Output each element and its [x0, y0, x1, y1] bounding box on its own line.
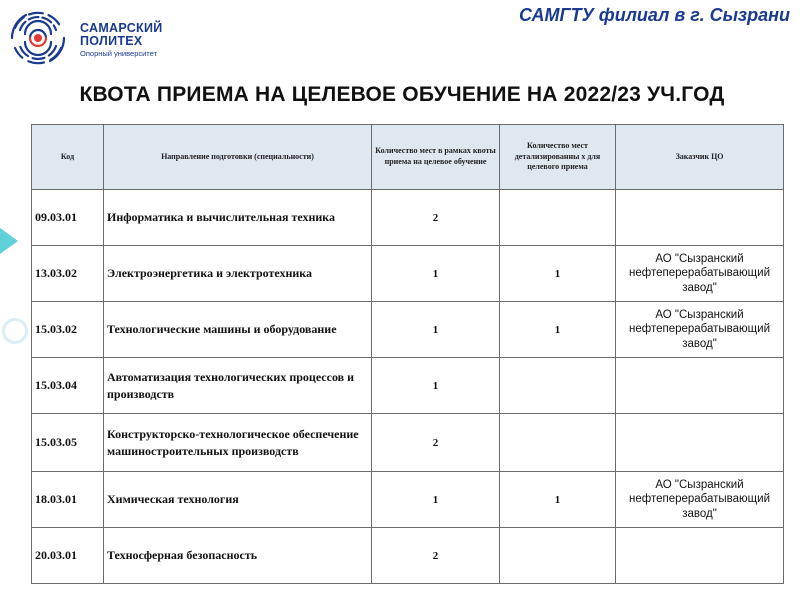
logo-wordmark: [80, 22, 163, 58]
logo-name-line2: ПОЛИТЕХ: [80, 33, 143, 48]
cell-customer: [616, 190, 784, 246]
quota-table: [31, 124, 784, 584]
cell-direction: Химическая технология: [104, 472, 372, 528]
logo-name-line1: САМАРСКИЙ: [80, 21, 163, 35]
cell-customer: АО "Сызранский нефтеперерабатывающий завод": [616, 246, 784, 302]
cell-quota: 1: [372, 472, 500, 528]
cell-direction: Информатика и вычислительная техника: [104, 190, 372, 246]
cell-direction: Электроэнергетика и электротехника: [104, 246, 372, 302]
cell-detailed: [500, 414, 616, 472]
cell-detailed: [500, 528, 616, 584]
cell-direction: Конструкторско-технологическое обеспечение машиностроительных производств: [104, 414, 372, 472]
cell-code: 15.03.05: [32, 414, 104, 472]
table-row: [32, 472, 784, 528]
column-header-code: Код: [32, 125, 104, 190]
column-header-quota: Количество мест в рамках квоты приема на целевое обучение: [372, 125, 500, 190]
table-row: [32, 246, 784, 302]
cell-customer: [616, 528, 784, 584]
table-row: [32, 190, 784, 246]
decorative-circle-icon: [2, 318, 28, 344]
cell-code: 20.03.01: [32, 528, 104, 584]
cell-detailed: 1: [500, 302, 616, 358]
quota-table-container: [31, 124, 783, 584]
table-row: [32, 414, 784, 472]
cell-customer: АО "Сызранский нефтеперерабатывающий завод": [616, 302, 784, 358]
cell-customer: АО "Сызранский нефтеперерабатывающий завод": [616, 472, 784, 528]
cell-quota: 2: [372, 190, 500, 246]
cell-quota: 1: [372, 246, 500, 302]
cell-quota: 2: [372, 414, 500, 472]
logo-subtitle: Опорный университет: [80, 49, 158, 58]
cell-code: 15.03.02: [32, 302, 104, 358]
table-row: [32, 528, 784, 584]
cell-detailed: 1: [500, 472, 616, 528]
samara-polytech-logo: [6, 6, 76, 70]
cell-direction: Автоматизация технологических процессов и производств: [104, 358, 372, 414]
cell-detailed: 1: [500, 246, 616, 302]
table-header-row: [32, 125, 784, 190]
cell-code: 13.03.02: [32, 246, 104, 302]
cell-quota: 1: [372, 358, 500, 414]
cell-customer: [616, 414, 784, 472]
cell-direction: Техносферная безопасность: [104, 528, 372, 584]
page-title: КВОТА ПРИЕМА НА ЦЕЛЕВОЕ ОБУЧЕНИЕ НА 2022/23 УЧ.ГОД: [79, 83, 725, 106]
branch-name: САМГТУ филиал в г. Сызрани: [519, 5, 790, 25]
cell-code: 09.03.01: [32, 190, 104, 246]
cell-quota: 1: [372, 302, 500, 358]
column-header-customer: Заказчик ЦО: [616, 125, 784, 190]
decorative-triangle-icon: [0, 228, 18, 254]
cell-code: 18.03.01: [32, 472, 104, 528]
table-row: [32, 302, 784, 358]
column-header-detailed: Количество мест детализированны х для целевого приема: [500, 125, 616, 190]
cell-detailed: [500, 190, 616, 246]
cell-code: 15.03.04: [32, 358, 104, 414]
cell-quota: 2: [372, 528, 500, 584]
column-header-direction: Направление подготовки (специальности): [104, 125, 372, 190]
cell-detailed: [500, 358, 616, 414]
table-row: [32, 358, 784, 414]
cell-direction: Технологические машины и оборудование: [104, 302, 372, 358]
cell-customer: [616, 358, 784, 414]
